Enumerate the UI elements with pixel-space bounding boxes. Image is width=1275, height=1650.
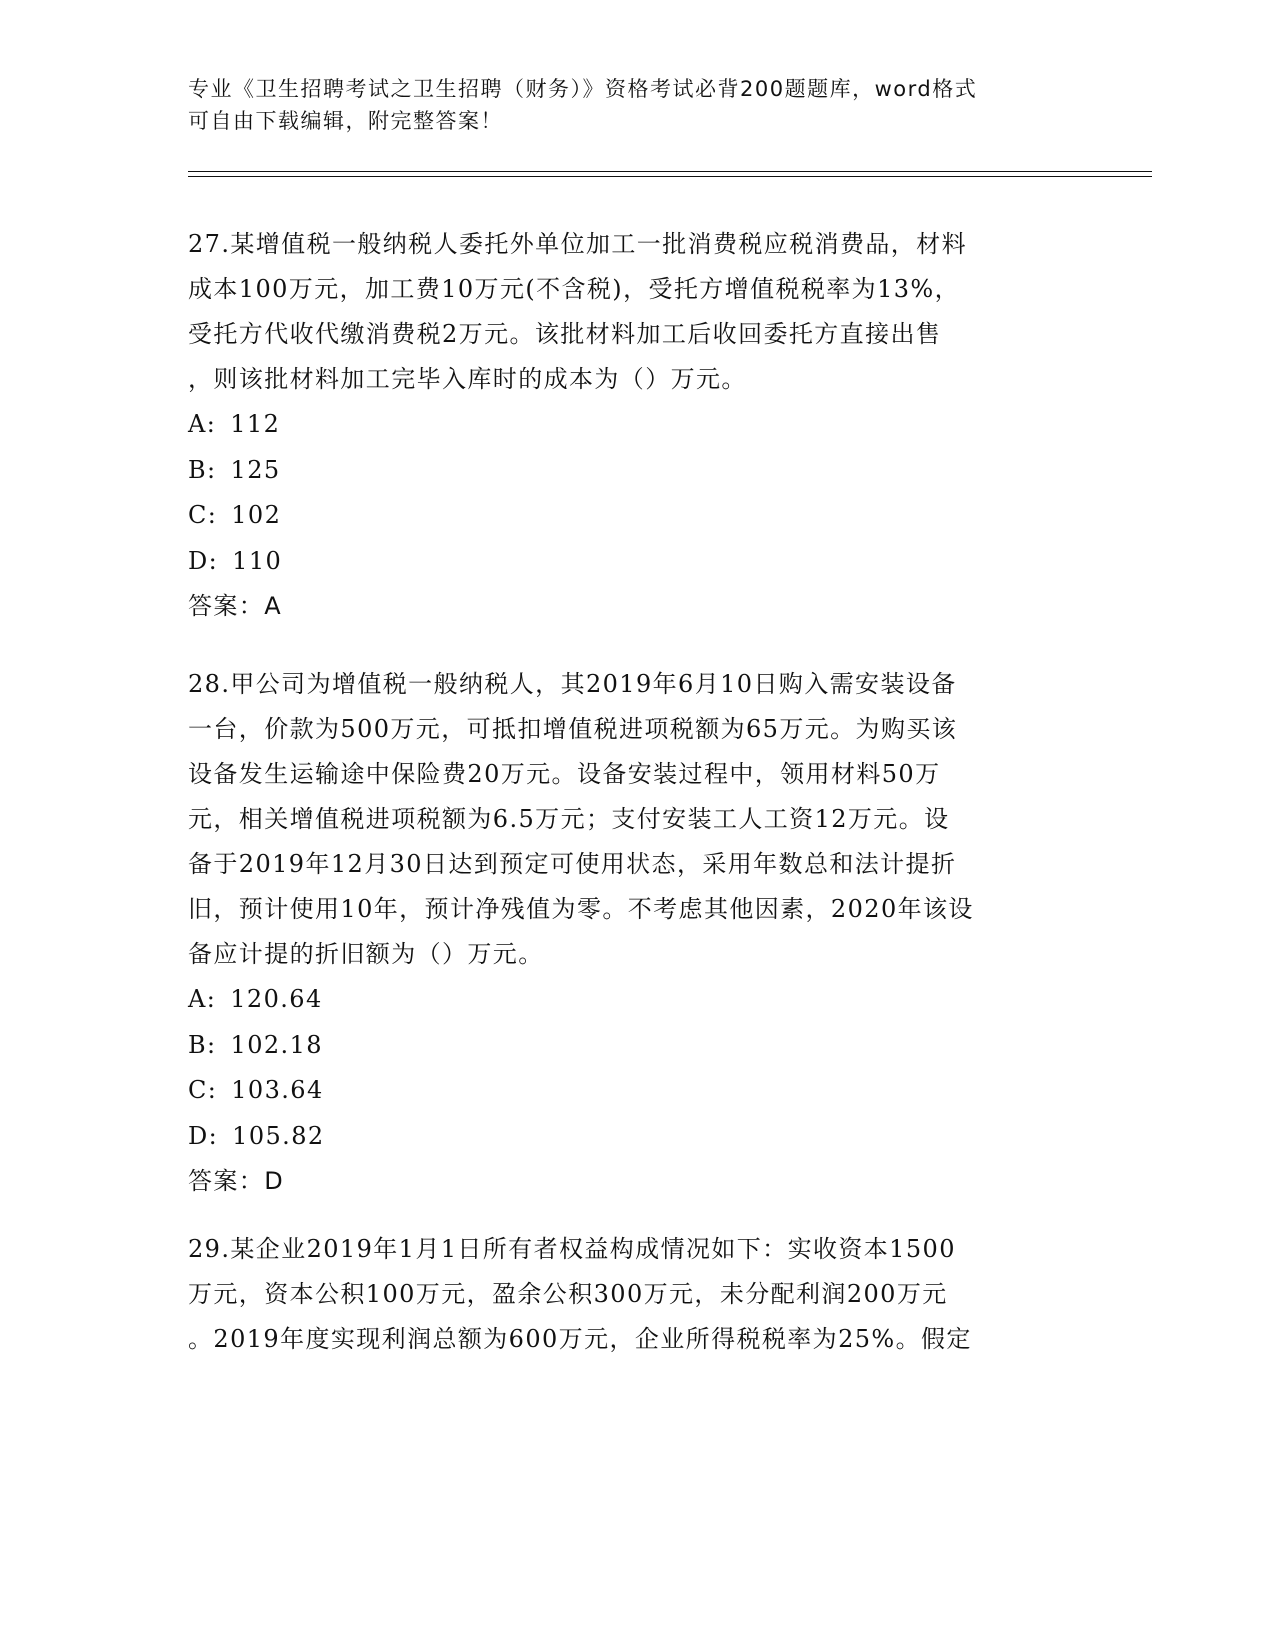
option-letter: C <box>188 1076 208 1104</box>
option-letter: D <box>188 546 209 575</box>
option-d <box>188 539 1088 585</box>
option-value: 112 <box>230 410 281 438</box>
question-stem-line: 设备发生运输途中保险费20万元。设备安装过程中，领用材料50万 <box>188 760 941 788</box>
option-separator: : <box>208 546 219 575</box>
option-c <box>188 493 1088 539</box>
question-29 <box>188 1227 1088 1362</box>
question-stem-line: 备于2019年12月30日达到预定可使用状态，采用年数总和法计提折 <box>188 850 957 878</box>
option-letter: A <box>188 985 207 1013</box>
question-stem-line: 备应计提的折旧额为（）万元。 <box>188 940 544 968</box>
question-stem-line: 27.某增值税一般纳税人委托外单位加工一批消费税应税消费品，材料 <box>188 230 967 258</box>
question-stem-line: 受托方代收代缴消费税2万元。该批材料加工后收回委托方直接出售 <box>188 320 942 348</box>
option-letter: D <box>188 1121 209 1150</box>
option-d <box>188 1114 1088 1160</box>
option-b <box>188 448 1088 494</box>
question-stem-line: 成本100万元，加工费10万元(不含税)，受托方增值税税率为13%， <box>188 275 961 303</box>
option-c <box>188 1068 1088 1114</box>
header-rule-top <box>188 171 1152 172</box>
option-separator: : <box>207 1076 218 1104</box>
option-separator: : <box>206 985 217 1013</box>
answer-label: 答案：A <box>188 592 283 620</box>
document-header <box>188 73 1088 137</box>
question-stem-line: 29.某企业2019年1月1日所有者权益构成情况如下：实收资本1500 <box>188 1235 956 1263</box>
question-stem-line: 一台，价款为500万元，可抵扣增值税进项税额为65万元。为购买该 <box>188 715 958 743</box>
question-stem-line: 元，相关增值税进项税额为6.5万元；支付安装工人工资12万元。设 <box>188 805 950 833</box>
option-letter: A <box>188 410 207 438</box>
answer-label: 答案：D <box>188 1167 285 1195</box>
question-27 <box>188 222 1088 629</box>
option-letter: B <box>188 455 208 484</box>
question-stem-line: 28.甲公司为增值税一般纳税人，其2019年6月10日购入需安装设备 <box>188 670 957 698</box>
option-separator: : <box>206 410 217 438</box>
option-value: 102.18 <box>230 1030 323 1059</box>
header-line-1: 专业《卫生招聘考试之卫生招聘（财务）》资格考试必背200题题库，word格式 <box>188 77 978 101</box>
option-value: 103.64 <box>231 1076 324 1104</box>
question-28 <box>188 662 1088 1204</box>
option-separator: : <box>207 501 218 529</box>
header-rule-bottom <box>188 176 1152 177</box>
option-a <box>188 977 1088 1023</box>
option-b <box>188 1023 1088 1069</box>
option-separator: : <box>208 1121 219 1150</box>
question-stem-line: 旧，预计使用10年，预计净残值为零。不考虑其他因素，2020年该设 <box>188 895 974 923</box>
option-separator: : <box>207 1030 217 1059</box>
option-value: 102 <box>231 501 282 529</box>
option-value: 110 <box>232 546 283 575</box>
option-value: 120.64 <box>230 985 323 1013</box>
option-value: 105.82 <box>232 1121 325 1150</box>
question-stem-line: 万元，资本公积100万元，盈余公积300万元，未分配利润200万元 <box>188 1280 948 1308</box>
option-value: 125 <box>230 455 281 484</box>
option-letter: C <box>188 501 208 529</box>
option-a <box>188 402 1088 448</box>
question-stem-line: ，则该批材料加工完毕入库时的成本为（）万元。 <box>188 365 747 393</box>
question-stem-line: 。2019年度实现利润总额为600万元，企业所得税税率为25%。假定 <box>188 1325 972 1353</box>
option-letter: B <box>188 1030 208 1059</box>
option-separator: : <box>207 455 217 484</box>
header-line-2: 可自由下载编辑，附完整答案！ <box>188 109 503 133</box>
